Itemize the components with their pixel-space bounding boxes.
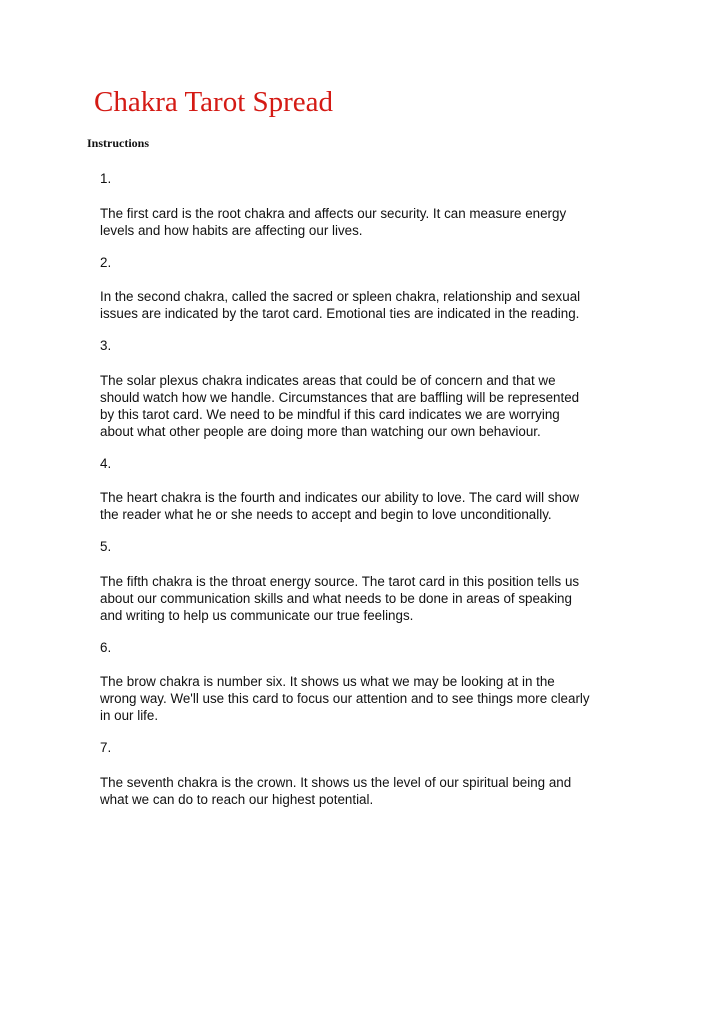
list-item	[100, 539, 645, 624]
page-title: Chakra Tarot Spread	[94, 86, 334, 118]
item-text: The brow chakra is number six. It shows us what we may be looking at in the wrong way. We'll use this card to focus our attention and to see things more clearly in our life.	[100, 674, 590, 723]
item-number: 1.	[100, 171, 112, 186]
list-item	[100, 740, 645, 808]
item-text: The fifth chakra is the throat energy source. The tarot card in this position tells us about our communication skills and what needs to be done in areas of speaking and writing to help us communicate our true feelings.	[100, 573, 580, 623]
item-number: 7.	[100, 740, 112, 755]
item-text: The seventh chakra is the crown. It shows us the level of our spiritual being and what we can do to reach our highest potential.	[100, 774, 572, 807]
item-text: In the second chakra, called the sacred or spleen chakra, relationship and sexual issues are indicated by the tarot card. Emotional ties are indicated in the reading.	[100, 289, 581, 321]
item-number: 6.	[100, 639, 112, 655]
list-item	[100, 456, 645, 524]
list-item	[100, 338, 645, 440]
item-number: 5.	[100, 539, 112, 554]
item-text: The first card is the root chakra and affects our security. It can measure energy levels and how habits are affecting our lives.	[100, 205, 567, 238]
list-item	[100, 255, 645, 323]
item-number: 3.	[100, 338, 112, 353]
item-text: The heart chakra is the fourth and indicates our ability to love. The card will show the reader what he or she needs to accept and begin to love unconditionally.	[100, 490, 580, 522]
item-number: 4.	[100, 455, 112, 471]
instructions-heading: Instructions	[87, 136, 150, 150]
list-item	[100, 171, 645, 239]
instructions-list	[100, 171, 645, 824]
list-item	[100, 640, 645, 725]
item-number: 2.	[100, 254, 112, 270]
item-text: The solar plexus chakra indicates areas that could be of concern and that we should watch how we handle. Circumstances that are baffling will be represented by this tarot card. We need to be mindful if this card indicates we are worrying about what other people are doing more than watching our own behaviour.	[100, 372, 580, 439]
